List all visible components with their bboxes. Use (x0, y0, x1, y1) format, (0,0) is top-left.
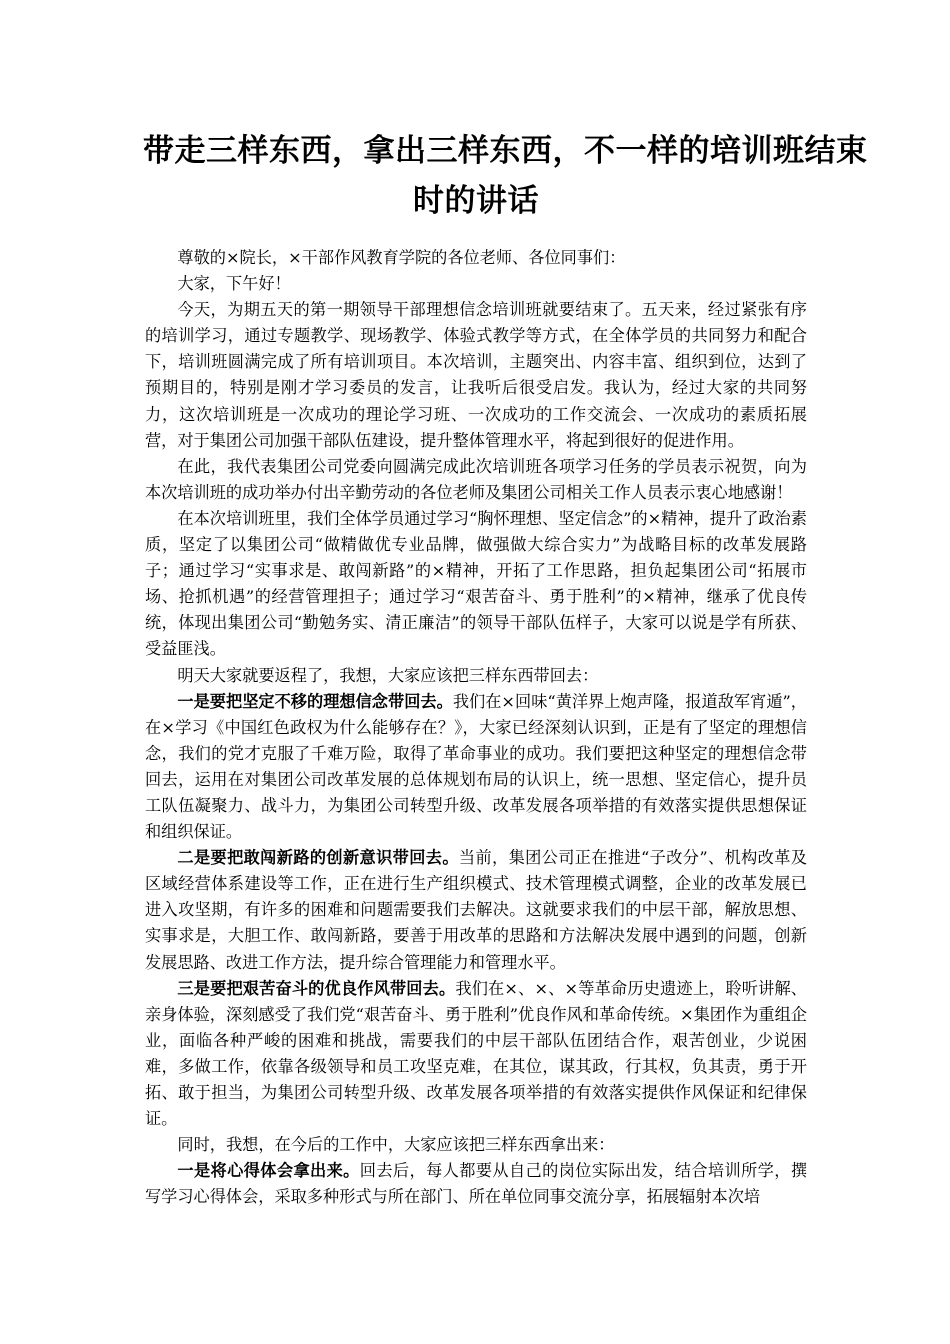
paragraph-text: 大家，下午好！ (177, 274, 291, 294)
paragraph-text: 在此，我代表集团公司党委向圆满完成此次培训班各项学习任务的学员表示祝贺，向为本次培训班的成功举办付出辛勤劳动的各位老师及集团公司相关工作人员表示衷心地感谢！ (145, 456, 807, 502)
paragraph-text: 当前，集团公司正在推进“子改分”、机构改革及区域经营体系建设等工作，正在进行生产组织模式、技术管理模式调整，企业的改革发展已进入攻坚期，有许多的困难和问题需要我们去解决。这就要求我们的中层干部，解放思想、实事求是，大胆工作、敢闯新路，要善于用改革的思路和方法解决发展中遇到的问题，创新发展思路、改进工作方法，提升综合管理能力和管理水平。 (145, 848, 807, 972)
paragraph-text: 同时，我想，在今后的工作中，大家应该把三样东西拿出来： (177, 1135, 615, 1155)
paragraph-lead: 一是要把坚定不移的理想信念带回去。 (177, 691, 453, 711)
paragraph-text: 尊敬的×院长，×干部作风教育学院的各位老师、各位同事们： (177, 248, 626, 267)
salutation-paragraph (145, 245, 807, 271)
body-paragraph (145, 454, 807, 506)
point-paragraph (145, 845, 807, 975)
title-line-1: 带走三样东西，拿出三样东西，不一样的培训班结束 (143, 133, 868, 169)
greeting-paragraph (145, 271, 807, 297)
paragraph-text: 明天大家就要返程了，我想，大家应该把三样东西带回去： (177, 665, 599, 685)
body-paragraph (145, 297, 807, 454)
document-body (145, 245, 807, 1210)
paragraph-text: 今天，为期五天的第一期领导干部理想信念培训班就要结束了。五天来，经过紧张有序的培训学习，通过专题教学、现场教学、体验式教学等方式，在全体学员的共同努力和配合下，培训班圆满完成了所有培训项目。本次培训，主题突出、内容丰富、组织到位，达到了预期目的，特别是刚才学习委员的发言，让我听后很受启发。我认为，经过大家的共同努力，这次培训班是一次成功的理论学习班、一次成功的工作交流会、一次成功的素质拓展营，对于集团公司加强干部队伍建设，提升整体管理水平，将起到很好的促进作用。 (145, 300, 807, 450)
point-paragraph (145, 689, 807, 846)
title-line-2: 时的讲话 (413, 183, 539, 219)
point-paragraph (145, 1158, 807, 1210)
paragraph-lead: 三是要把艰苦奋斗的优良作风带回去。 (177, 978, 456, 998)
paragraph-lead: 一是将心得体会拿出来。 (177, 1161, 360, 1181)
paragraph-text: 在本次培训班里，我们全体学员通过学习“胸怀理想、坚定信念”的×精神，提升了政治素质，坚定了以集团公司“做精做优专业品牌，做强做大综合实力”为战略目标的改革发展路子；通过学习“实事求是、敢闯新路”的×精神，开拓了工作思路，担负起集团公司“拓展市场、抢抓机遇”的经营管理担子；通过学习“艰苦奋斗、勇于胜利”的×精神，继承了优良传统，体现出集团公司“勤勉务实、清正廉洁”的领导干部队伍样子，大家可以说是学有所获、受益匪浅。 (145, 508, 807, 659)
paragraph-text: 我们在×回味“黄洋界上炮声隆，报道敌军宵遁”，在×学习《中国红色政权为什么能够存在？》，大家已经深刻认识到，正是有了坚定的理想信念，我们的党才克服了千难万险，取得了革命事业的成功。我们要把这种坚定的理想信念带回去，运用在对集团公司改革发展的总体规划布局的认识上，统一思想、坚定信心，提升员工队伍凝聚力、战斗力，为集团公司转型升级、改革发展各项举措的有效落实提供思想保证和组织保证。 (145, 691, 807, 842)
document-title (143, 126, 868, 226)
body-paragraph (145, 506, 807, 663)
paragraph-text: 回去后，每人都要从自己的岗位实际出发，结合培训所学，撰写学习心得体会，采取多种形式与所在部门、所在单位同事交流分享，拓展辐射本次培 (145, 1161, 808, 1207)
point-paragraph (145, 976, 807, 1133)
body-paragraph (145, 663, 807, 689)
body-paragraph (145, 1132, 807, 1158)
paragraph-text: 我们在×、×、×等革命历史遗迹上，聆听讲解、亲身体验，深刻感受了我们党“艰苦奋斗、勇于胜利”优良作风和革命传统。×集团作为重组企业，面临各种严峻的困难和挑战，需要我们的中层干部队伍团结合作，艰苦创业，少说困难，多做工作，依靠各级领导和员工攻坚克难，在其位，谋其政，行其权，负其责，勇于开拓、敢于担当，为集团公司转型升级、改革发展各项举措的有效落实提供作风保证和纪律保证。 (145, 978, 807, 1129)
paragraph-lead: 二是要把敢闯新路的创新意识带回去。 (177, 848, 459, 868)
